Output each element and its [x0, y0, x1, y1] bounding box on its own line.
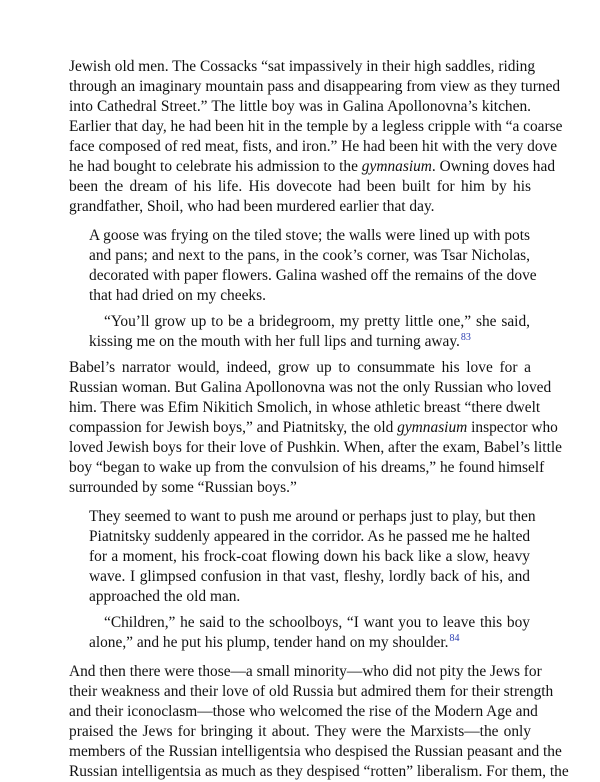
body-line: members of the Russian intelligentsia who despised the Russian peasant and the: [69, 743, 562, 760]
body-line: loved Jewish boys for their love of Pushkin. When, after the exam, Babel’s little: [69, 439, 562, 456]
body-line: compassion for Jewish boys,” and Piatnitsky, the old gymnasium inspector who: [69, 419, 558, 436]
body-line: their weakness and their love of old Russia but admired them for their strength: [69, 683, 554, 700]
body-line: been the dream of his life. His dovecote had been built for him by his: [69, 178, 531, 195]
body-line: Jewish old men. The Cossacks “sat impassively in their high saddles, riding: [69, 58, 536, 75]
quote-line: that had dried on my cheeks.: [89, 287, 266, 304]
footnote-marker[interactable]: 83: [460, 331, 471, 343]
body-line: him. There was Efim Nikitich Smolich, in whose athletic breast “there dwelt: [69, 399, 541, 416]
quote-line: wave. I glimpsed confusion in that vast, fleshy, lordly back of his, and: [89, 568, 530, 585]
body-line: And then there were those—a small minority—who did not pity the Jews for: [69, 663, 542, 680]
body-line: Babel’s narrator would, indeed, grow up to consummate his love for a: [69, 359, 531, 376]
body-line: surrounded by some “Russian boys.”: [69, 479, 297, 496]
body-line: through an imaginary mountain pass and disappearing from view as they turned: [69, 78, 561, 95]
quote-line: and pans; and next to the pans, in the cook’s corner, was Tsar Nicholas,: [89, 247, 530, 264]
body-line: face composed of red meat, fists, and iron.” He had been hit with the very dove: [69, 138, 558, 155]
body-line: grandfather, Shoil, who had been murdered earlier that day.: [69, 198, 435, 215]
quote-line: kissing me on the mouth with her full lips and turning away.$^{83}$: [89, 331, 471, 350]
quote-line: decorated with paper flowers. Galina washed off the remains of the dove: [89, 267, 537, 284]
body-line: Russian woman. But Galina Apollonovna was not the only Russian who loved: [69, 379, 552, 396]
body-line: Russian intelligentsia as much as they despised “rotten” liberalism. For them, the: [69, 763, 569, 780]
quote-line: alone,” and he put his plump, tender hand on my shoulder.$^{84}$: [89, 632, 460, 651]
footnote-marker[interactable]: 84: [449, 632, 460, 644]
quote-line: approached the old man.: [89, 588, 241, 605]
quote-line: “You’ll grow up to be a bridegroom, my pretty little one,” she said,: [104, 313, 530, 330]
body-line: praised the Jews for bringing it about. They were the Marxists—the only: [69, 723, 531, 740]
body-line: boy “began to wake up from the convulsion of his dreams,” he found himself: [69, 459, 545, 476]
body-line: into Cathedral Street.” The little boy was in Galina Apollonovna’s kitchen.: [69, 98, 531, 115]
italic-term: gymnasium: [397, 419, 468, 436]
quote-line: for a moment, his frock-coat flowing down his back like a slow, heavy: [89, 548, 530, 565]
quote-line: “Children,” he said to the schoolboys, “I want you to leave this boy: [104, 614, 530, 631]
body-line: and their iconoclasm—those who welcomed the rise of the Modern Age and: [69, 703, 538, 720]
quote-line: A goose was frying on the tiled stove; the walls were lined up with pots: [89, 227, 530, 244]
body-line: he had bought to celebrate his admission to the gymnasium. Owning doves had: [69, 158, 556, 175]
quote-line: Piatnitsky suddenly appeared in the corridor. As he passed me he halted: [89, 528, 531, 545]
italic-term: gymnasium: [361, 158, 432, 175]
quote-line: They seemed to want to push me around or perhaps just to play, but then: [89, 508, 536, 525]
body-line: Earlier that day, he had been hit in the temple by a legless cripple with “a coarse: [69, 118, 563, 135]
